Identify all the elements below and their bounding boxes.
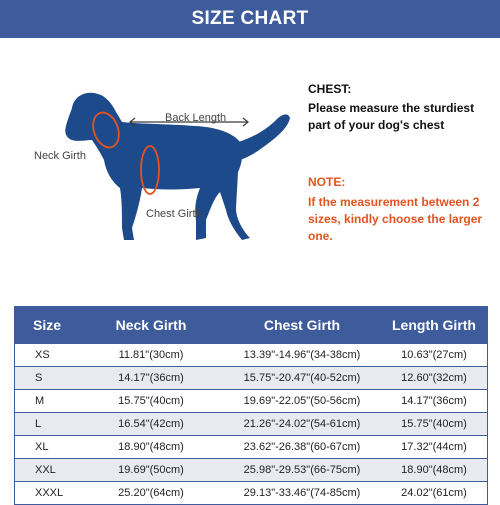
cell-size: M [35, 395, 45, 407]
cell-chest-girth: 23.62"-26.38"(60-67cm) [243, 441, 361, 453]
cell-chest-girth: 15.75"-20.47"(40-52cm) [243, 372, 361, 384]
cell-chest-girth: 21.26"-24.02"(54-61cm) [243, 418, 361, 430]
header-length-girth: Length Girth [392, 317, 476, 333]
chest-instructions: Please measure the sturdiest part of your dog's chest [308, 101, 475, 132]
table-row [15, 458, 487, 481]
cell-size: XXL [35, 464, 56, 476]
cell-size: S [35, 372, 43, 384]
cell-size: XL [35, 441, 49, 453]
cell-neck-girth: 14.17"(36cm) [118, 372, 184, 384]
table-header [15, 307, 487, 343]
back-length-label: Back Length [165, 112, 227, 124]
cell-length-girth: 10.63"(27cm) [401, 349, 467, 361]
cell-neck-girth: 16.54"(42cm) [118, 418, 184, 430]
page-title: SIZE CHART [191, 8, 309, 29]
cell-chest-girth: 19.69"-22.05"(50-56cm) [243, 395, 361, 407]
table-row [15, 343, 487, 366]
cell-neck-girth: 25.20"(64cm) [118, 487, 184, 499]
table-row [15, 435, 487, 458]
cell-length-girth: 14.17"(36cm) [401, 395, 467, 407]
cell-neck-girth: 11.81"(30cm) [118, 349, 184, 361]
title-banner [0, 0, 500, 38]
chest-heading: CHEST: [308, 82, 352, 96]
cell-length-girth: 17.32"(44cm) [401, 441, 467, 453]
cell-neck-girth: 18.90"(48cm) [118, 441, 184, 453]
cell-length-girth: 12.60"(32cm) [401, 372, 467, 384]
cell-chest-girth: 29.13"-33.46"(74-85cm) [243, 487, 361, 499]
table-row [15, 389, 487, 412]
cell-chest-girth: 25.98"-29.53"(66-75cm) [243, 464, 361, 476]
cell-chest-girth: 13.39"-14.96"(34-38cm) [243, 349, 361, 361]
chest-girth-label: Chest Girth [146, 208, 202, 220]
neck-girth-label: Neck Girth [34, 150, 86, 162]
cell-size: XS [35, 349, 50, 361]
header-neck-girth: Neck Girth [115, 317, 187, 333]
cell-length-girth: 18.90"(48cm) [401, 464, 467, 476]
header-size: Size [32, 317, 61, 333]
table-body [15, 343, 487, 504]
note-text: If the measurement between 2 sizes, kindly choose the larger one. [308, 195, 483, 243]
cell-size: XXXL [35, 487, 64, 499]
cell-size: L [35, 418, 42, 430]
size-table [14, 306, 488, 505]
header-chest-girth: Chest Girth [263, 317, 341, 333]
cell-length-girth: 24.02"(61cm) [401, 487, 467, 499]
note-heading: NOTE: [308, 175, 346, 189]
cell-length-girth: 15.75"(40cm) [401, 418, 467, 430]
table-row [15, 366, 487, 389]
table-row [15, 412, 487, 435]
cell-neck-girth: 15.75"(40cm) [118, 395, 184, 407]
cell-neck-girth: 19.69"(50cm) [118, 464, 184, 476]
table-row [15, 481, 487, 504]
